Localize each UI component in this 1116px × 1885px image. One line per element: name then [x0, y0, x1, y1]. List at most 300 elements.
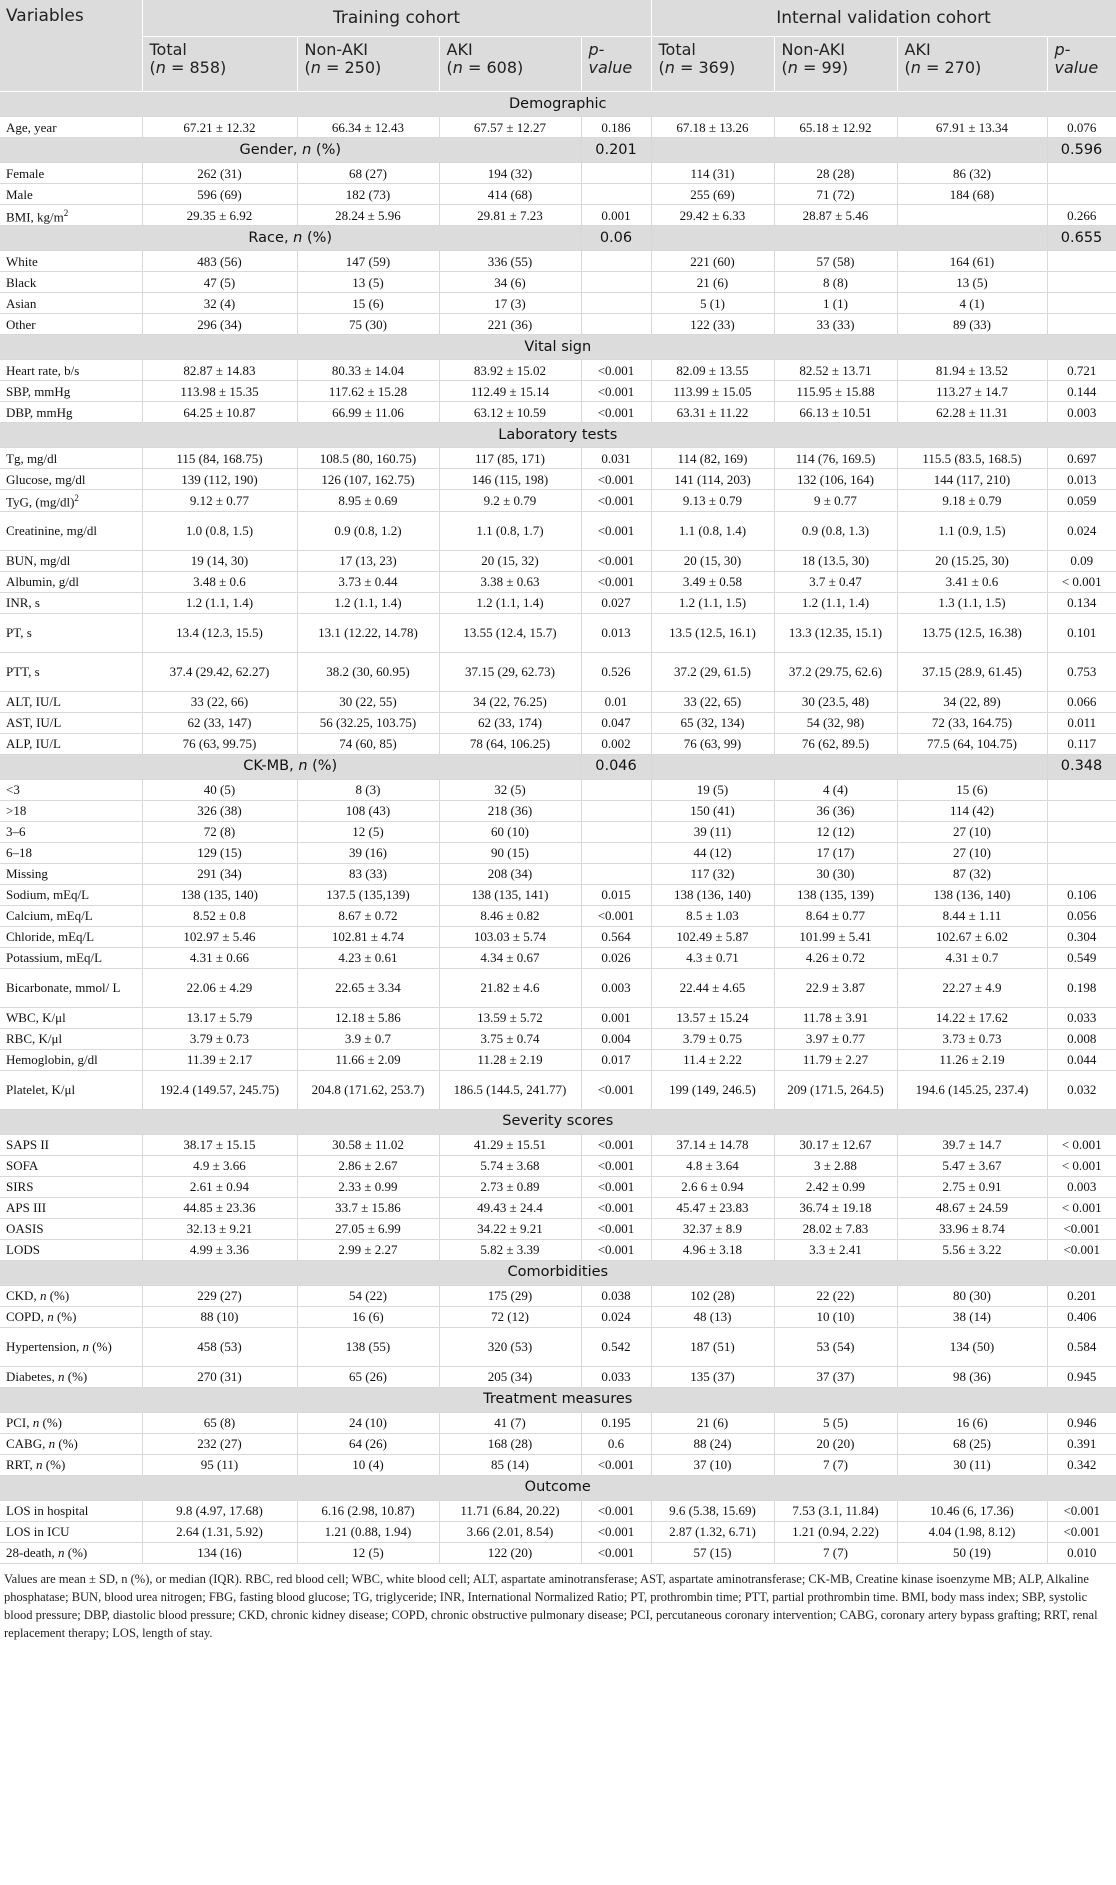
row-label: LOS in ICU	[0, 1521, 142, 1542]
row-label: BUN, mg/dl	[0, 550, 142, 571]
table-row	[0, 314, 1116, 335]
value-cell: 22 (22)	[774, 1285, 897, 1306]
value-cell: 8.5 ± 1.03	[651, 905, 774, 926]
subheader-validation-aki	[897, 37, 1047, 92]
value-cell: 41 (7)	[439, 1412, 581, 1433]
table-row	[0, 469, 1116, 490]
subheader-name: Total	[149, 40, 187, 59]
value-cell: 115 (84, 168.75)	[142, 448, 297, 469]
value-cell: 4.34 ± 0.67	[439, 947, 581, 968]
p-value-cell: 0.266	[1047, 205, 1116, 226]
table-row	[0, 293, 1116, 314]
value-cell: 8.64 ± 0.77	[774, 905, 897, 926]
value-cell: 71 (72)	[774, 184, 897, 205]
value-cell: 32.13 ± 9.21	[142, 1218, 297, 1239]
row-label: Female	[0, 163, 142, 184]
section-spacer	[651, 138, 1047, 163]
table-row	[0, 884, 1116, 905]
table-row	[0, 652, 1116, 691]
value-cell: 138 (55)	[297, 1327, 439, 1366]
value-cell: 24 (10)	[297, 1412, 439, 1433]
value-cell: 3.41 ± 0.6	[897, 571, 1047, 592]
value-cell: 192.4 (149.57, 245.75)	[142, 1070, 297, 1109]
value-cell: 1.3 (1.1, 1.5)	[897, 592, 1047, 613]
value-cell: 12 (5)	[297, 1542, 439, 1563]
table-row	[0, 1454, 1116, 1475]
p-value-cell: 0.033	[581, 1366, 651, 1387]
section-title: Severity scores	[0, 1109, 1116, 1134]
value-cell: 22.44 ± 4.65	[651, 968, 774, 1007]
value-cell: 66.34 ± 12.43	[297, 117, 439, 138]
value-cell: 114 (82, 169)	[651, 448, 774, 469]
p-value-cell	[1047, 163, 1116, 184]
value-cell: 0.9 (0.8, 1.3)	[774, 511, 897, 550]
value-cell: 30.58 ± 11.02	[297, 1134, 439, 1155]
table-row	[0, 821, 1116, 842]
row-label: ALT, IU/L	[0, 691, 142, 712]
value-cell: 596 (69)	[142, 184, 297, 205]
section-title: Vital sign	[0, 335, 1116, 360]
row-label: 6–18	[0, 842, 142, 863]
value-cell: 13.1 (12.22, 14.78)	[297, 613, 439, 652]
p-value-cell: <0.001	[581, 511, 651, 550]
row-label: SIRS	[0, 1176, 142, 1197]
value-cell: 11.26 ± 2.19	[897, 1049, 1047, 1070]
row-label: Potassium, mEq/L	[0, 947, 142, 968]
value-cell: 112.49 ± 15.14	[439, 381, 581, 402]
value-cell: 8.46 ± 0.82	[439, 905, 581, 926]
value-cell: 7 (7)	[774, 1542, 897, 1563]
row-label: SOFA	[0, 1155, 142, 1176]
value-cell: 13 (5)	[897, 272, 1047, 293]
section-title: Laboratory tests	[0, 423, 1116, 448]
value-cell: 83.92 ± 15.02	[439, 360, 581, 381]
p-value-cell	[1047, 842, 1116, 863]
value-cell: 138 (135, 140)	[142, 884, 297, 905]
p-value-cell: <0.001	[581, 1239, 651, 1260]
value-cell: 138 (135, 139)	[774, 884, 897, 905]
table-row	[0, 1327, 1116, 1366]
subheader-name: p-value	[1054, 40, 1099, 77]
row-label: PCI, n (%)	[0, 1412, 142, 1433]
p-value-cell	[581, 842, 651, 863]
value-cell: 62 (33, 174)	[439, 712, 581, 733]
row-label: Tg, mg/dl	[0, 448, 142, 469]
p-value-cell: <0.001	[1047, 1218, 1116, 1239]
section-title: Race, n (%)	[0, 226, 581, 251]
table-row	[0, 712, 1116, 733]
value-cell: 11.66 ± 2.09	[297, 1049, 439, 1070]
value-cell: 9.2 ± 0.79	[439, 490, 581, 511]
table-row	[0, 1218, 1116, 1239]
value-cell: 150 (41)	[651, 800, 774, 821]
table-row	[0, 1521, 1116, 1542]
p-value-cell: 0.026	[581, 947, 651, 968]
value-cell: 17 (3)	[439, 293, 581, 314]
p-value-cell: < 0.001	[1047, 1197, 1116, 1218]
p-value-cell: <0.001	[581, 469, 651, 490]
section-header	[0, 335, 1116, 360]
value-cell: 64.25 ± 10.87	[142, 402, 297, 423]
row-label: Black	[0, 272, 142, 293]
value-cell: 5.82 ± 3.39	[439, 1239, 581, 1260]
value-cell: 14.22 ± 17.62	[897, 1007, 1047, 1028]
value-cell: 1.0 (0.8, 1.5)	[142, 511, 297, 550]
p-value-cell	[1047, 293, 1116, 314]
value-cell: 3.73 ± 0.73	[897, 1028, 1047, 1049]
value-cell: 1.1 (0.9, 1.5)	[897, 511, 1047, 550]
value-cell: 2.64 (1.31, 5.92)	[142, 1521, 297, 1542]
p-value-cell: 0.542	[581, 1327, 651, 1366]
p-value-cell	[581, 314, 651, 335]
value-cell: 33 (33)	[774, 314, 897, 335]
value-cell: 67.57 ± 12.27	[439, 117, 581, 138]
value-cell: 28.02 ± 7.83	[774, 1218, 897, 1239]
value-cell: 5.74 ± 3.68	[439, 1155, 581, 1176]
section-p-value-validation: 0.596	[1047, 138, 1116, 163]
p-value-cell: <0.001	[1047, 1521, 1116, 1542]
value-cell: 37 (10)	[651, 1454, 774, 1475]
table-row	[0, 1134, 1116, 1155]
table-row	[0, 691, 1116, 712]
value-cell: 17 (17)	[774, 842, 897, 863]
subheader-n: (n = 369)	[658, 58, 736, 77]
value-cell: 38.2 (30, 60.95)	[297, 652, 439, 691]
row-label: LOS in hospital	[0, 1500, 142, 1521]
value-cell: 102.49 ± 5.87	[651, 926, 774, 947]
value-cell: 68 (25)	[897, 1433, 1047, 1454]
value-cell: 74 (60, 85)	[297, 733, 439, 754]
p-value-cell	[581, 163, 651, 184]
p-value-cell: <0.001	[581, 571, 651, 592]
value-cell: 6.16 (2.98, 10.87)	[297, 1500, 439, 1521]
value-cell: 49.43 ± 24.4	[439, 1197, 581, 1218]
section-header	[0, 226, 1116, 251]
p-value-cell: <0.001	[581, 360, 651, 381]
value-cell: 18 (13.5, 30)	[774, 550, 897, 571]
value-cell: 82.52 ± 13.71	[774, 360, 897, 381]
section-spacer	[651, 226, 1047, 251]
value-cell: 27.05 ± 6.99	[297, 1218, 439, 1239]
value-cell: 39.7 ± 14.7	[897, 1134, 1047, 1155]
section-header	[0, 1475, 1116, 1500]
row-label: CKD, n (%)	[0, 1285, 142, 1306]
value-cell: 114 (42)	[897, 800, 1047, 821]
value-cell: 44 (12)	[651, 842, 774, 863]
subheader-name: p-value	[588, 40, 633, 77]
value-cell: 12.18 ± 5.86	[297, 1007, 439, 1028]
p-value-cell: 0.059	[1047, 490, 1116, 511]
value-cell: 7 (7)	[774, 1454, 897, 1475]
value-cell: 30 (30)	[774, 863, 897, 884]
value-cell: 68 (27)	[297, 163, 439, 184]
subheader-n: (n = 270)	[904, 58, 982, 77]
p-value-cell: <0.001	[581, 1134, 651, 1155]
p-value-cell: 0.032	[1047, 1070, 1116, 1109]
value-cell: 82.09 ± 13.55	[651, 360, 774, 381]
value-cell: 9.12 ± 0.77	[142, 490, 297, 511]
value-cell: 8.95 ± 0.69	[297, 490, 439, 511]
row-label: 28-death, n (%)	[0, 1542, 142, 1563]
value-cell: 3.9 ± 0.7	[297, 1028, 439, 1049]
p-value-cell: 0.144	[1047, 381, 1116, 402]
subheader-name: AKI	[446, 40, 473, 59]
p-value-cell: 0.038	[581, 1285, 651, 1306]
subheader-n: (n = 250)	[304, 58, 382, 77]
value-cell: 3.7 ± 0.47	[774, 571, 897, 592]
p-value-cell: 0.198	[1047, 968, 1116, 1007]
p-value-cell: 0.106	[1047, 884, 1116, 905]
value-cell: 19 (14, 30)	[142, 550, 297, 571]
table-row	[0, 947, 1116, 968]
value-cell: 164 (61)	[897, 251, 1047, 272]
p-value-cell: 0.526	[581, 652, 651, 691]
value-cell: 27 (10)	[897, 842, 1047, 863]
subheader-name: Non-AKI	[304, 40, 368, 59]
value-cell: 3.48 ± 0.6	[142, 571, 297, 592]
row-label: Male	[0, 184, 142, 205]
table-row	[0, 117, 1116, 138]
value-cell: 76 (62, 89.5)	[774, 733, 897, 754]
value-cell: 22.06 ± 4.29	[142, 968, 297, 1007]
value-cell: 67.91 ± 13.34	[897, 117, 1047, 138]
value-cell: 3.79 ± 0.75	[651, 1028, 774, 1049]
value-cell: 122 (20)	[439, 1542, 581, 1563]
value-cell: 11.79 ± 2.27	[774, 1049, 897, 1070]
value-cell: 30 (11)	[897, 1454, 1047, 1475]
value-cell: 30.17 ± 12.67	[774, 1134, 897, 1155]
value-cell: 37.4 (29.42, 62.27)	[142, 652, 297, 691]
row-label: Bicarbonate, mmol/ L	[0, 968, 142, 1007]
p-value-cell: 0.003	[1047, 402, 1116, 423]
row-label: White	[0, 251, 142, 272]
value-cell: 2.87 (1.32, 6.71)	[651, 1521, 774, 1542]
value-cell: 134 (50)	[897, 1327, 1047, 1366]
table-row	[0, 251, 1116, 272]
value-cell: 13.75 (12.5, 16.38)	[897, 613, 1047, 652]
value-cell: 144 (117, 210)	[897, 469, 1047, 490]
value-cell: 262 (31)	[142, 163, 297, 184]
value-cell: 3.49 ± 0.58	[651, 571, 774, 592]
value-cell: 13.17 ± 5.79	[142, 1007, 297, 1028]
p-value-cell	[1047, 251, 1116, 272]
subheader-n: (n = 608)	[446, 58, 524, 77]
value-cell: 33.7 ± 15.86	[297, 1197, 439, 1218]
value-cell: 65 (32, 134)	[651, 712, 774, 733]
p-value-cell: 0.024	[581, 1306, 651, 1327]
value-cell: 65 (26)	[297, 1366, 439, 1387]
value-cell: 33.96 ± 8.74	[897, 1218, 1047, 1239]
row-label: DBP, mmHg	[0, 402, 142, 423]
p-value-cell: 0.031	[581, 448, 651, 469]
value-cell: 45.47 ± 23.83	[651, 1197, 774, 1218]
p-value-cell: 0.117	[1047, 733, 1116, 754]
table-row	[0, 163, 1116, 184]
value-cell: 76 (63, 99.75)	[142, 733, 297, 754]
p-value-cell: 0.024	[1047, 511, 1116, 550]
p-value-cell: 0.002	[581, 733, 651, 754]
p-value-cell: 0.01	[581, 691, 651, 712]
value-cell: 8.44 ± 1.11	[897, 905, 1047, 926]
table-row	[0, 1433, 1116, 1454]
subheader-n: (n = 99)	[781, 58, 849, 77]
value-cell: 3.3 ± 2.41	[774, 1239, 897, 1260]
subheader-validation-p-value	[1047, 37, 1116, 92]
value-cell: 15 (6)	[897, 779, 1047, 800]
value-cell: 22.65 ± 3.34	[297, 968, 439, 1007]
value-cell: 13.59 ± 5.72	[439, 1007, 581, 1028]
value-cell: 48.67 ± 24.59	[897, 1197, 1047, 1218]
p-value-cell: 0.013	[1047, 469, 1116, 490]
value-cell: 4.99 ± 3.36	[142, 1239, 297, 1260]
table-row	[0, 1239, 1116, 1260]
value-cell: 4.96 ± 3.18	[651, 1239, 774, 1260]
value-cell: 82.87 ± 14.83	[142, 360, 297, 381]
row-label: ALP, IU/L	[0, 733, 142, 754]
value-cell: 182 (73)	[297, 184, 439, 205]
row-label: INR, s	[0, 592, 142, 613]
row-label: Other	[0, 314, 142, 335]
value-cell: 32.37 ± 8.9	[651, 1218, 774, 1239]
p-value-cell: 0.010	[1047, 1542, 1116, 1563]
value-cell: 4 (4)	[774, 779, 897, 800]
value-cell: 32 (5)	[439, 779, 581, 800]
value-cell: 117 (85, 171)	[439, 448, 581, 469]
p-value-cell: 0.549	[1047, 947, 1116, 968]
row-label: 3–6	[0, 821, 142, 842]
table-row	[0, 1306, 1116, 1327]
table-row	[0, 205, 1116, 226]
value-cell: 72 (12)	[439, 1306, 581, 1327]
value-cell: 38.17 ± 15.15	[142, 1134, 297, 1155]
header-internal-validation-cohort: Internal validation cohort	[651, 0, 1116, 37]
p-value-cell: 0.09	[1047, 550, 1116, 571]
value-cell: 39 (11)	[651, 821, 774, 842]
value-cell: 29.81 ± 7.23	[439, 205, 581, 226]
p-value-cell: 0.584	[1047, 1327, 1116, 1366]
value-cell: 13.3 (12.35, 15.1)	[774, 613, 897, 652]
value-cell: 85 (14)	[439, 1454, 581, 1475]
p-value-cell: <0.001	[1047, 1500, 1116, 1521]
value-cell: 33 (22, 65)	[651, 691, 774, 712]
p-value-cell: 0.047	[581, 712, 651, 733]
p-value-cell: <0.001	[581, 550, 651, 571]
value-cell: 8.52 ± 0.8	[142, 905, 297, 926]
value-cell: 34 (22, 76.25)	[439, 691, 581, 712]
value-cell: 37.15 (28.9, 61.45)	[897, 652, 1047, 691]
value-cell: 66.99 ± 11.06	[297, 402, 439, 423]
value-cell: 3.75 ± 0.74	[439, 1028, 581, 1049]
value-cell: 21.82 ± 4.6	[439, 968, 581, 1007]
section-title: Demographic	[0, 92, 1116, 117]
section-header	[0, 138, 1116, 163]
row-label: PTT, s	[0, 652, 142, 691]
value-cell: 2.99 ± 2.27	[297, 1239, 439, 1260]
value-cell: 8 (3)	[297, 779, 439, 800]
section-title: Comorbidities	[0, 1260, 1116, 1285]
value-cell	[897, 205, 1047, 226]
value-cell: 38 (14)	[897, 1306, 1047, 1327]
p-value-cell: <0.001	[581, 1070, 651, 1109]
row-label: Albumin, g/dl	[0, 571, 142, 592]
value-cell: 296 (34)	[142, 314, 297, 335]
value-cell: 414 (68)	[439, 184, 581, 205]
value-cell: 83 (33)	[297, 863, 439, 884]
section-title: Gender, n (%)	[0, 138, 581, 163]
p-value-cell	[1047, 863, 1116, 884]
p-value-cell: 0.391	[1047, 1433, 1116, 1454]
p-value-cell: < 0.001	[1047, 1134, 1116, 1155]
value-cell: 88 (10)	[142, 1306, 297, 1327]
value-cell: 13.55 (12.4, 15.7)	[439, 613, 581, 652]
p-value-cell: 0.008	[1047, 1028, 1116, 1049]
table-header	[0, 0, 1116, 92]
value-cell: 221 (36)	[439, 314, 581, 335]
p-value-cell: 0.753	[1047, 652, 1116, 691]
value-cell: 54 (22)	[297, 1285, 439, 1306]
value-cell: 5 (5)	[774, 1412, 897, 1433]
value-cell: 9 ± 0.77	[774, 490, 897, 511]
section-header	[0, 754, 1116, 779]
value-cell: 20 (20)	[774, 1433, 897, 1454]
value-cell: 2.86 ± 2.67	[297, 1155, 439, 1176]
p-value-cell: <0.001	[581, 1155, 651, 1176]
p-value-cell: <0.001	[581, 1521, 651, 1542]
subheader-training-total	[142, 37, 297, 92]
section-header	[0, 92, 1116, 117]
p-value-cell: 0.134	[1047, 592, 1116, 613]
value-cell: 63.12 ± 10.59	[439, 402, 581, 423]
value-cell: 66.13 ± 10.51	[774, 402, 897, 423]
value-cell: 10 (10)	[774, 1306, 897, 1327]
value-cell: 102.81 ± 4.74	[297, 926, 439, 947]
table-row	[0, 1028, 1116, 1049]
value-cell: 98 (36)	[897, 1366, 1047, 1387]
row-label: COPD, n (%)	[0, 1306, 142, 1327]
p-value-cell	[1047, 779, 1116, 800]
table-row	[0, 1285, 1116, 1306]
value-cell: 19 (5)	[651, 779, 774, 800]
value-cell: 141 (114, 203)	[651, 469, 774, 490]
value-cell: 86 (32)	[897, 163, 1047, 184]
p-value-cell: < 0.001	[1047, 571, 1116, 592]
p-value-cell: 0.564	[581, 926, 651, 947]
value-cell: 56 (32.25, 103.75)	[297, 712, 439, 733]
value-cell: 13 (5)	[297, 272, 439, 293]
p-value-cell: 0.027	[581, 592, 651, 613]
value-cell: 53 (54)	[774, 1327, 897, 1366]
subheader-n: (n = 858)	[149, 58, 227, 77]
value-cell: 291 (34)	[142, 863, 297, 884]
section-p-value-validation: 0.655	[1047, 226, 1116, 251]
value-cell: 34 (6)	[439, 272, 581, 293]
table-row	[0, 272, 1116, 293]
p-value-cell: <0.001	[581, 1197, 651, 1218]
value-cell: 9.18 ± 0.79	[897, 490, 1047, 511]
value-cell: 132 (106, 164)	[774, 469, 897, 490]
table-row	[0, 490, 1116, 511]
value-cell: 17 (13, 23)	[297, 550, 439, 571]
value-cell: 37.2 (29, 61.5)	[651, 652, 774, 691]
value-cell: 89 (33)	[897, 314, 1047, 335]
section-header	[0, 423, 1116, 448]
value-cell: 65.18 ± 12.92	[774, 117, 897, 138]
value-cell: 129 (15)	[142, 842, 297, 863]
value-cell: 187 (51)	[651, 1327, 774, 1366]
value-cell: 117 (32)	[651, 863, 774, 884]
p-value-cell	[1047, 821, 1116, 842]
p-value-cell	[1047, 314, 1116, 335]
